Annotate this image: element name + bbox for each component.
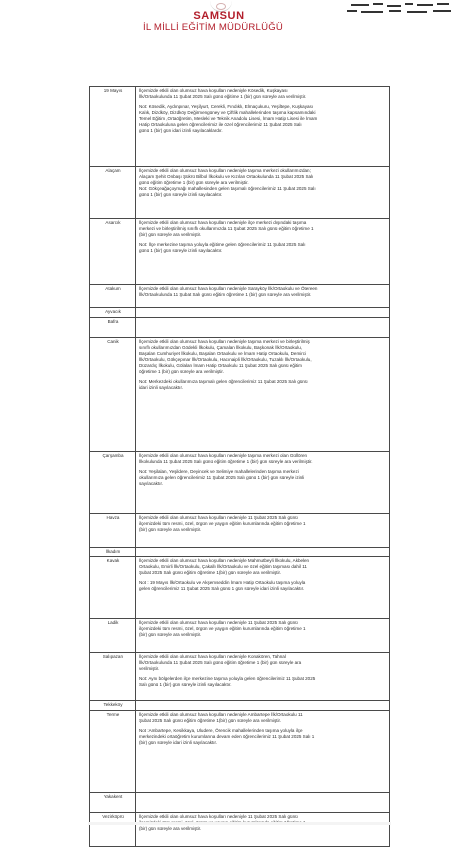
announcement-paragraph: İlçemizde etkili olan olumsuz hava koşulları nedeniyle Kösedik, Kuşkayası İlk/Ortaokulunda 11 Şubat 2025 Salı günü eğitime 1 (bir) gün süreyle ara verilmiştir. <box>139 87 307 99</box>
announcement-paragraph: Not : 19 Mayıs İlk/Ortaokulu ve Akşemseddin İmam Hatip Ortaokulu taşıma yoluyla gelen öğrencilerimiz 11 Şubat 2025 Salı günü 1 gün süreyle idari izinli sayılacaktır. <box>139 579 306 591</box>
announcement-paragraph: İlçemizde etkili olan olumsuz hava koşulları nedeniyle 11 Şubat 2025 Salı günü (bir) gün süreyle ara verilmiştir. <box>139 813 298 831</box>
announcement-paragraph: İlçemizde etkili olan olumsuz hava koşulları nedeniyle taşıma merkezi olan Güllören İlkokulunda 11 Şubat 2025 Salı günü eğitim öğretime 1 (bir) gün süreyle ara verilmiştir. <box>139 452 313 464</box>
announcement-cell <box>136 711 390 793</box>
table-row <box>90 308 390 318</box>
table-row <box>90 653 390 701</box>
table-row <box>90 701 390 711</box>
district-name-cell: Atakum <box>90 285 136 308</box>
announcement-cell <box>136 308 390 318</box>
district-name-cell: Kavak <box>90 557 136 619</box>
announcement-paragraph: İlçemizde etkili olan olumsuz hava koşulları nedeniyle Sarayköy İlk/Ortaokulu ve Ötereen İlk/Ortaokulunda 11 Şubat Salı günü eğitim öğretime 1 (bir) gün süreyle ara verilmiştir. <box>139 285 318 297</box>
table-row <box>90 514 390 548</box>
district-name-cell: 19 Mayıs <box>90 87 136 167</box>
district-name-cell: İlkadım <box>90 548 136 557</box>
announcement-paragraph: Not: Merkezdeki okullarımıza taşımalı gelen öğrencilerimiz 11 Şubat 2025 Salı günü idari izinli sayılacaktır. <box>139 378 308 390</box>
announcement-paragraph: İlçemizde etkili olan olumsuz hava koşulları nedeniyle taşıma merkezi ve birleştirilmiş sınıflı okullarımızdan Gödekli İlkokulu, Çamalan İlkokulu, Başkonak İlk/Ortaokulu, Başalan Cumhuriyet İlkokulu, Başalan Ortaokulu ve İmam Hatip Ortaokulu, Demirci İlk/Ortaokulu, Gökçepınar İlk/Ortaokulu, Hacınaipli İlk/Ortaokulu, Tuzaklı İlk/Ortaokulu, Düzardıç İlkokulu, Gölalan İmam Hatip Ortaokulu 11 Şubat 2025 Salı günü eğitim öğretime 1 (bir) gün süreyle ara verilmiştir. <box>139 338 312 374</box>
table-row <box>90 452 390 514</box>
announcement-cell <box>136 318 390 338</box>
district-name-cell: Alaçam <box>90 167 136 219</box>
announcement-paragraph: Not: Kösedik, Aydınpınar, Yeşilyurt, Cerekli, Fındıklı, Elmaçukuru, Yeşiltepe, Kuşkayası Kalık, Dizdköy, Dizdköy Değirmengüney ve Çiftlik mahallelerinden taşıma kapsamındaki Temel Eğitim ,Ortaöğretim, Mesleki ve Teknik Anadolu Lisesi, İmam Hatip Lisesi ile İmam Hatip Ortaokuluna gelen öğrencilerimiz ile özel öğrencilerimiz 11 Şubat 2025 Salı günü 1 (bir) gün idari izinli sayılacaklardır. <box>139 103 318 133</box>
announcement-paragraph: İlçemizde etkili olan olumsuz hava koşulları nedeniyle 11 Şubat 2025 Salı günü ilçemizdeki tüm resmi, özel, örgün ve yaygın eğitim kurumlarında eğitim öğretime 1 (bir) gün süreyle ara verilmiştir. <box>139 619 306 637</box>
announcement-cell <box>136 793 390 813</box>
letterhead <box>0 0 465 50</box>
announcement-paragraph: Not :Ambartepe, Kesikkaya, Uludere, Örencik mahallelerinden taşıma yoluyla ilçe merkezindeki ortaöğretim kurumlarına devam eden öğrencilerimiz 11 Şubat 2025 Salı 1 (bir) gün süreyle idari izinli sayılacaktır. <box>139 727 315 745</box>
announcement-cell <box>136 548 390 557</box>
announcement-cell <box>136 619 390 653</box>
district-announcement-table <box>89 86 390 847</box>
district-name-cell: Asarcık <box>90 219 136 285</box>
district-name-cell: Tekkeköy <box>90 701 136 711</box>
district-name-cell: Salıpazarı <box>90 653 136 701</box>
announcement-paragraph: İlçemizde etkili olan olumsuz hava koşulları nedeniyle Mahmutbeyli İlkokulu, Akbelen Ortaokulu, Emirli İlk/Ortaokulu, Çakallı İlk/Ortaokulu ve özel eğitim taşıması dahil 11 Şubat 2025 Salı günü eğitim öğretime 1(bir) gün süreyle ara verilmiştir. <box>139 557 310 575</box>
district-name-cell: Canik <box>90 338 136 452</box>
table-row <box>90 548 390 557</box>
announcement-cell <box>136 514 390 548</box>
announcement-cell <box>136 653 390 701</box>
table-row <box>90 793 390 813</box>
table-row <box>90 338 390 452</box>
announcement-cell <box>136 813 390 847</box>
table-row <box>90 219 390 285</box>
page-bottom-rule <box>88 822 391 825</box>
table-row <box>90 167 390 219</box>
district-name-cell: Vezirköprü <box>90 813 136 847</box>
announcement-paragraph: Not: Yeşilalan, Yeşildere, Deyincek ve Selimiye mahallelerinden taşıma merkezi okullarımıza gelen öğrencilerimiz 11 Şubat 2025 Salı günü 1 (bir) gün süreyle izinli sayılacaktır. <box>139 468 305 486</box>
announcement-cell <box>136 701 390 711</box>
table-row <box>90 285 390 308</box>
announcement-paragraph: Not: Aynı bölgelerden ilçe merkezine taşıma yoluyla gelen öğrencilerimiz 11 Şubat 2025 Salı günü 1 (bir) gün süreyle izinli sayılacaktır. <box>139 675 316 687</box>
decorative-pattern-icon <box>345 2 457 16</box>
table-row <box>90 711 390 793</box>
announcement-paragraph: İlçemizde etkili olan olumsuz hava koşulları nedeniyle taşıma merkezi okullarımızdan; Alaçam Şehit Onbaşı Şükrü Bilbol İlkokulu ve Kızılan Ortaokulunda 11 Şubat 2025 Salı günü eğitim öğretime 1 (bir) gün süreyle ara verilmiştir. Not: Gökçeağaçoymağı mahallesinden gelen taşımalı öğrencilerimiz 11 Şubat 2025 Salı günü 1 (bir) gün süreyle izinli sayılacaktır. <box>139 167 316 197</box>
table-row <box>90 619 390 653</box>
announcement-paragraph: İlçemizde etkili olan olumsuz hava koşulları nedeniyle Ambartepe İlk/Ortaokulu 11 Şubat 2025 Salı günü eğitim öğretime 1(bir) gün süreyle ara verilmiştir. <box>139 711 303 723</box>
district-name-cell: Yakakent <box>90 793 136 813</box>
announcement-cell <box>136 219 390 285</box>
announcement-cell <box>136 557 390 619</box>
district-name-cell: Ladik <box>90 619 136 653</box>
announcement-cell <box>136 452 390 514</box>
table-row <box>90 813 390 847</box>
district-name-cell: Çarşamba <box>90 452 136 514</box>
district-name-cell: Havza <box>90 514 136 548</box>
announcement-cell <box>136 338 390 452</box>
district-name-cell: Ayvacık <box>90 308 136 318</box>
district-name-cell: Terme <box>90 711 136 793</box>
district-name-cell: Bafra <box>90 318 136 338</box>
announcement-cell <box>136 167 390 219</box>
table-row <box>90 557 390 619</box>
announcement-paragraph: İlçemizde etkili olan olumsuz hava koşulları nedeniyle ilçe merkezi dışındaki taşıma merkezi ve birleştirilmiş sınıflı okullarımızda 11 Şubat 2025 Salı günü eğitim öğretime 1 (bir) gün süreyle ara verilmiştir. <box>139 219 314 237</box>
announcement-paragraph: İlçemizde etkili olan olumsuz hava koşulları nedeniyle Konakören, Tahnal İlk/Ortaokulunda 11 Şubat 2025 Salı günü eğitim öğretime 1 (bir) gün süreyle ara verilmiştir. <box>139 653 302 671</box>
table-row <box>90 318 390 338</box>
table-row <box>90 87 390 167</box>
announcement-cell <box>136 87 390 167</box>
letterhead-city: SAMSUN <box>193 10 245 22</box>
announcement-paragraph: İlçemizde etkili olan olumsuz hava koşulları nedeniyle 11 Şubat 2025 Salı günü ilçemizdeki tüm resmi, özel, örgün ve yaygın eğitim kurumlarında eğitim öğretime 1 (bir) gün süreyle ara verilmiştir. <box>139 514 306 532</box>
announcement-cell <box>136 285 390 308</box>
announcement-paragraph: Not: İlçe merkezine taşıma yoluyla eğitime gelen öğrencilerimiz 11 Şubat 2025 Salı günü 1 (bir) gün süreyle izinli sayılacaktır. <box>139 241 306 253</box>
letterhead-directorate: İL MİLLİ EĞİTİM MÜDÜRLÜĞÜ <box>142 22 284 33</box>
